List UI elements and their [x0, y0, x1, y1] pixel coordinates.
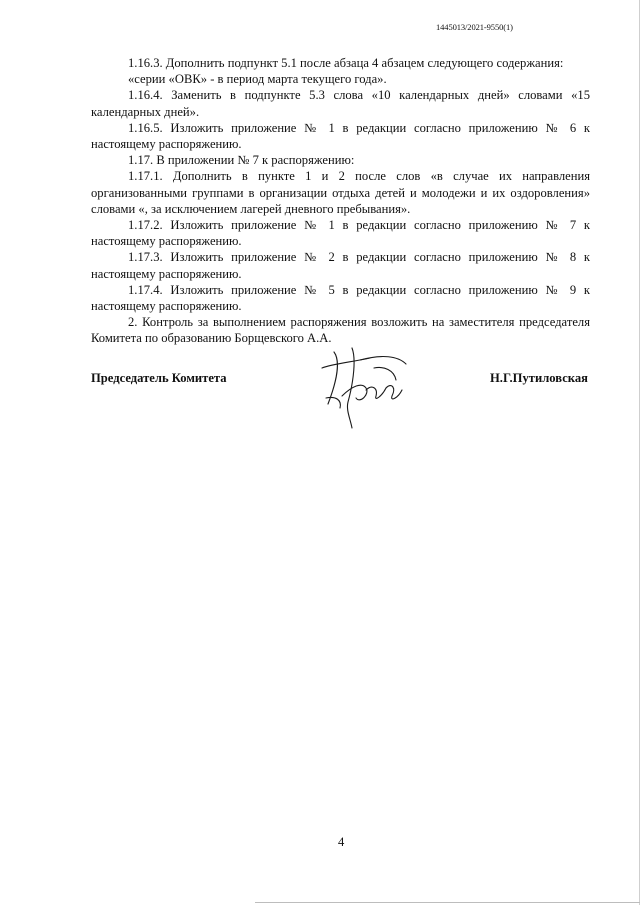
- paragraph-1-16-5: 1.16.5. Изложить приложение № 1 в редакции согласно приложению № 6 к настоящему распоряжению.: [91, 120, 590, 152]
- paragraph-1-17-1: 1.17.1. Дополнить в пункте 1 и 2 после слов «в случае их направления организованными группами в организации отдыха детей и молодежи и их оздоровления» словами «, за исключением лагерей дневного пребывания».: [91, 169, 590, 216]
- paragraph-1-16-4: 1.16.4. Заменить в подпункте 5.3 слова «10 календарных дней» словами «15 календарных дней».: [91, 88, 590, 119]
- document-id: 1445013/2021-9550(1): [436, 22, 513, 32]
- handwritten-signature: [312, 338, 422, 436]
- signatory-name: Н.Г.Путиловская: [490, 371, 588, 385]
- paragraph-1-17-2: 1.17.2. Изложить приложение № 1 в редакции согласно приложению № 7 к настоящему распоряжению.: [91, 218, 590, 249]
- paragraph-quote: «серии «ОВК» - в период марта текущего года».: [128, 72, 387, 87]
- paragraph-1-17: 1.17. В приложении № 7 к распоряжению:: [128, 153, 355, 168]
- paragraph-1-17-4: 1.17.4. Изложить приложение № 5 в редакции согласно приложению № 9 к настоящему распоряжению.: [91, 282, 590, 314]
- paragraph-2: 2. Контроль за выполнением распоряжения возложить на заместителя председателя Комитета по образованию Борщевского А.А.: [91, 315, 590, 346]
- document-body: [91, 55, 590, 347]
- signatory-position: Председатель Комитета: [91, 371, 227, 385]
- paragraph-1-16-3: 1.16.3. Дополнить подпункт 5.1 после абзаца 4 абзацем следующего содержания:: [128, 56, 564, 70]
- paragraph-1-17-3: 1.17.3. Изложить приложение № 2 в редакции согласно приложению № 8 к настоящему распоряжению.: [91, 250, 590, 281]
- scan-edge-bottom: [255, 902, 640, 903]
- page-number: 4: [338, 835, 345, 849]
